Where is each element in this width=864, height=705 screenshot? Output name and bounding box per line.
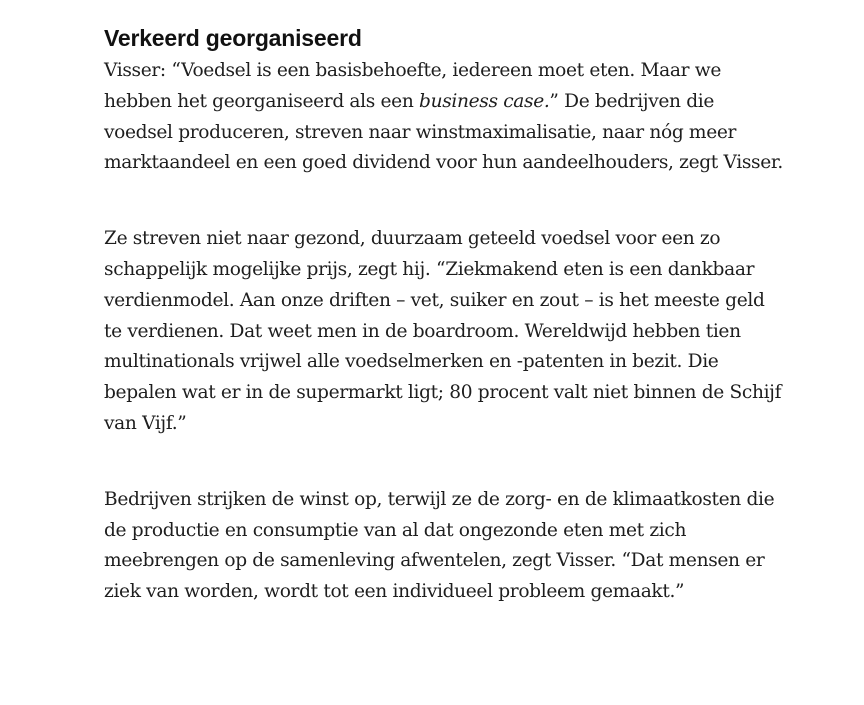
paragraph-1-italic-term: business case. <box>419 90 550 112</box>
section-heading: Verkeerd georganiseerd <box>104 25 362 51</box>
article-paragraph-2: Ze streven niet naar gezond, duurzaam geteeld voedsel voor een zo schappelijk mogelijke prijs, zegt hij. “Ziekmakend eten is een dankbaar verdienmodel. Aan onze driften – vet, suiker en zout – is het meeste geld te verdienen. Dat weet men in de boardroom. Wereldwijd hebben tien multinationals vrijwel alle voedselmerken en -patenten in bezit. Die bepalen wat er in de supermarkt ligt; 80 procent valt niet binnen de Schijf van Vijf.” <box>104 228 782 434</box>
paragraph-1-text-start: Visser: “Voedsel is een basisbehoefte, iedereen moet eten. Maar we hebben het georganiseerd als een <box>104 60 721 112</box>
article-paragraph-3: Bedrijven strijken de winst op, terwijl ze de zorg- en de klimaatkosten die de productie en consumptie van al dat ongezonde eten met zich meebrengen op de samenleving afwentelen, zegt Visser. “Dat mensen er ziek van worden, wordt tot een individueel probleem gemaakt.” <box>104 488 775 603</box>
paragraph-1-text-end: ” De bedrijven die voedsel produceren, streven naar winstmaximalisatie, naar nóg meer marktaandeel en een goed dividend voor hun aandeelhouders, zegt Visser. <box>104 90 783 174</box>
article-paragraph-1 <box>104 56 784 179</box>
article-section <box>104 22 784 653</box>
